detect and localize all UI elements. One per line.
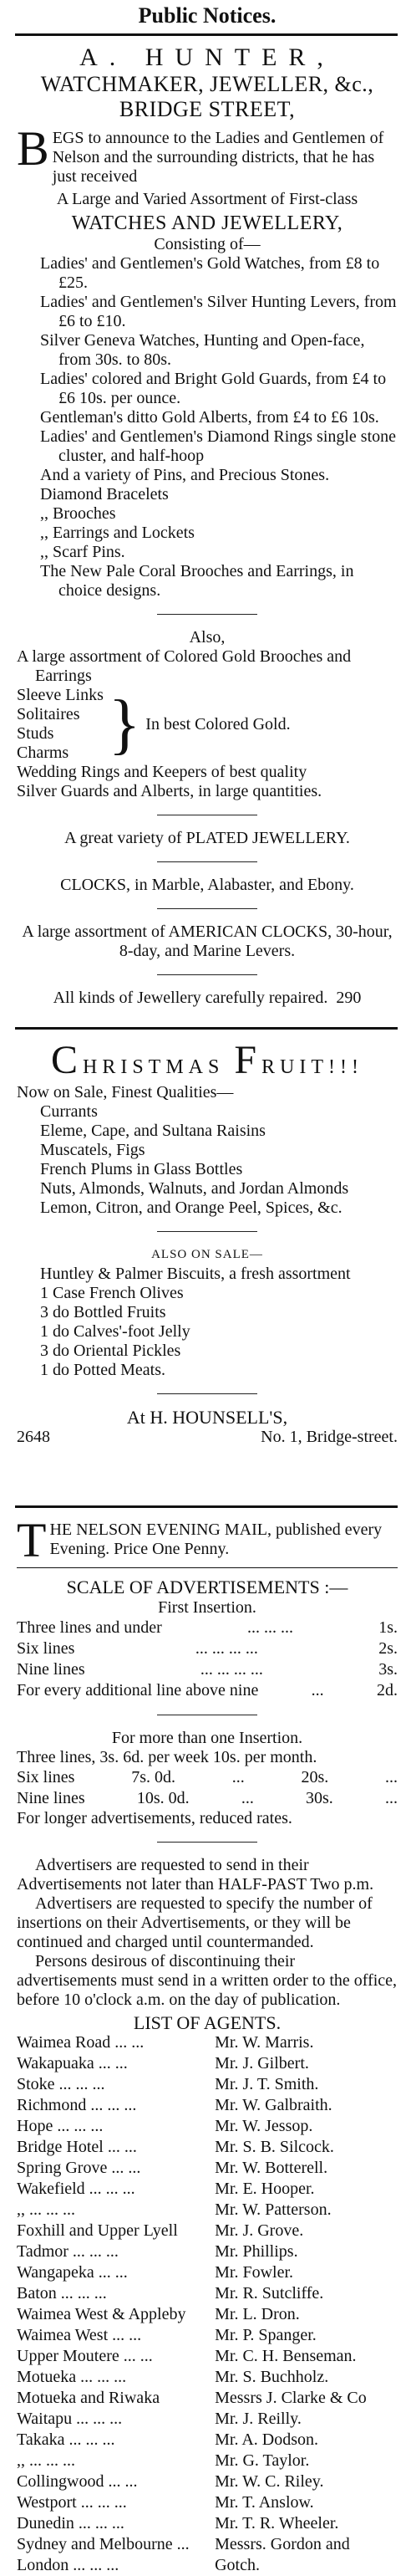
- list-item: Nuts, Almonds, Walnuts, and Jordan Almonds: [40, 1179, 349, 1198]
- agents-title: LIST OF AGENTS.: [133, 2012, 282, 2033]
- repair-text: All kinds of Jewellery carefully repaired.: [53, 989, 328, 1007]
- rate-month: 20s.: [301, 1768, 329, 1786]
- agent-place: Hope ... ... ...: [17, 2117, 104, 2135]
- list-item: Huntley & Palmer Biscuits, a fresh assortment: [40, 1265, 351, 1283]
- hunter-intro-text: EGS to announce to the Ladies and Gentlemen of Nelson and the surrounding districts, that he has just received: [52, 129, 384, 186]
- table-row: [17, 2032, 398, 2053]
- table-row: [17, 2555, 398, 2576]
- divider: [157, 1393, 257, 1394]
- rate-price: 3s.: [378, 1660, 398, 1679]
- agent-place: Waimea West & Appleby: [17, 2305, 186, 2323]
- dropcap-b: B: [17, 121, 49, 176]
- rate-dots: ... ... ... ...: [200, 1660, 263, 1679]
- section-rule: [15, 1505, 398, 1508]
- rate-dots: ...: [231, 1768, 245, 1786]
- list-item: Ladies' colored and Bright Gold Guards, from £4 to £6 10s. per ounce.: [40, 370, 387, 407]
- agent-name: Mr. C. H. Benseman.: [215, 2347, 357, 2365]
- brace-group: [17, 686, 398, 763]
- rate-dots: ...: [241, 1789, 254, 1807]
- table-row: [17, 2179, 398, 2200]
- note: Advertisers are requested to specify the number of insertions on their Advertisements, or they will be continued and charged until countermanded.: [17, 1894, 373, 1951]
- table-row: [17, 2304, 398, 2325]
- scale-heading: SCALE OF ADVERTISEMENTS :—: [66, 1577, 348, 1597]
- first-insertion: First Insertion.: [158, 1598, 256, 1617]
- agent-name: Mr. W. Patterson.: [215, 2200, 332, 2219]
- table-row: [17, 2346, 398, 2367]
- rate-dots: ...: [311, 1681, 324, 1699]
- table-row: [17, 2451, 398, 2471]
- list-item: 3 do Bottled Fruits: [40, 1303, 166, 1321]
- agent-name: Mr. R. Sutcliffe.: [215, 2284, 324, 2303]
- hunter-intro: [17, 121, 398, 187]
- agent-name: Mr. T. R. Wheeler.: [215, 2514, 339, 2533]
- agent-place: ,, ... ... ...: [17, 2451, 75, 2470]
- list-item: 1 do Calves'-foot Jelly: [40, 1322, 190, 1341]
- table-row: [17, 2074, 398, 2095]
- list-item: Sleeve Links: [17, 686, 104, 704]
- agent-name: Mr. J. Reilly.: [215, 2410, 302, 2428]
- hunter-name: A. HUNTER,: [79, 43, 335, 71]
- agent-name: Mr. E. Hooper.: [215, 2180, 315, 2198]
- consisting: Consisting of—: [154, 235, 261, 253]
- dropcap-c: C: [50, 1038, 83, 1082]
- title-end: RUIT!!!: [261, 1056, 364, 1078]
- table-row: [17, 2430, 398, 2451]
- table-row: [17, 2158, 398, 2179]
- brace-items: [17, 686, 104, 763]
- agent-place: Westport ... ... ...: [17, 2493, 127, 2512]
- table-row: [17, 1767, 398, 1788]
- agent-place: Baton ... ... ...: [17, 2284, 107, 2303]
- agent-place: Collingwood ... ...: [17, 2472, 138, 2491]
- list-item: Gentleman's ditto Gold Alberts, from £4 to £6 10s.: [40, 408, 379, 427]
- table-row: [17, 1680, 398, 1701]
- watches-heading: WATCHES AND JEWELLERY,: [71, 212, 343, 234]
- agent-place: Spring Grove ... ...: [17, 2159, 141, 2177]
- agent-name: Mr. A. Dodson.: [215, 2430, 319, 2449]
- note: Advertisers are requested to send in their Advertisements not later than HALF-PAST Two p.m.: [17, 1856, 374, 1894]
- list-item: Solitaires: [17, 705, 80, 723]
- hunter-assort: A Large and Varied Assortment of First-class: [56, 190, 358, 208]
- repair-line: [17, 989, 398, 1008]
- seller-address: No. 1, Bridge-street.: [261, 1428, 398, 1446]
- brace-label: In best Colored Gold.: [145, 714, 291, 733]
- colored-gold: A large assortment of Colored Gold Brooches and Earrings: [17, 647, 352, 685]
- agent-name: Mr. W. Galbraith.: [215, 2096, 332, 2114]
- agent-place: London ... ... ...: [17, 2556, 119, 2574]
- agents-list: [17, 2032, 398, 2576]
- plated-jewellery: A great variety of PLATED JEWELLERY.: [64, 829, 350, 847]
- hunter-trade: WATCHMAKER, JEWELLER, &c.,: [40, 72, 374, 96]
- american-clocks: A large assortment of AMERICAN CLOCKS, 30-hour, 8-day, and Marine Levers.: [22, 923, 393, 960]
- rate-price: 2s.: [378, 1639, 398, 1658]
- agent-place: Upper Moutere ... ...: [17, 2347, 153, 2365]
- dropcap-f: F: [234, 1038, 262, 1082]
- rate-label: For every additional line above nine: [17, 1681, 259, 1699]
- rate-label: Three lines and under: [17, 1618, 162, 1637]
- agent-place: Sydney and Melbourne ...: [17, 2535, 190, 2553]
- agent-name: Mr. S. Buchholz.: [215, 2368, 329, 2386]
- table-row: [17, 2471, 398, 2492]
- table-row: [17, 2325, 398, 2346]
- rate-label: Six lines: [17, 1639, 75, 1658]
- rate-price: 1s.: [378, 1618, 398, 1637]
- agent-name: Mr. W. C. Riley.: [215, 2472, 324, 2491]
- rates-table: [17, 1618, 398, 1701]
- section-rule: [15, 1027, 398, 1030]
- table-row: [17, 2262, 398, 2283]
- wedding-rings: Wedding Rings and Keepers of best quality: [17, 763, 307, 781]
- table-row: [17, 2200, 398, 2221]
- rate-price: 2d.: [376, 1681, 398, 1699]
- agent-name: Mr. W. Botterell.: [215, 2159, 328, 2177]
- clocks: CLOCKS, in Marble, Alabaster, and Ebony.: [60, 876, 354, 894]
- table-row: [17, 2409, 398, 2430]
- agent-place: Dunedin ... ... ...: [17, 2514, 124, 2533]
- list-item: Ladies' and Gentlemen's Silver Hunting Levers, from £6 to £10.: [40, 293, 397, 330]
- table-row: [17, 2095, 398, 2116]
- list-item: Ladies' and Gentlemen's Diamond Rings single stone cluster, and half-hoop: [40, 427, 397, 465]
- agent-place: ,, ... ... ...: [17, 2200, 75, 2219]
- rate-week: 7s. 0d.: [131, 1768, 175, 1786]
- agent-place: Motueka ... ... ...: [17, 2368, 127, 2386]
- agent-name: Mr. J. Gilbert.: [215, 2054, 309, 2073]
- table-row: [17, 1618, 398, 1638]
- agent-place: Wakefield ... ... ...: [17, 2180, 135, 2198]
- rate-dots: ...: [385, 1789, 398, 1807]
- rate-dots: ... ... ... ...: [195, 1639, 258, 1658]
- page-header: [17, 3, 398, 28]
- divider: [157, 1231, 257, 1232]
- more-insertion: For more than one Insertion.: [111, 1729, 303, 1747]
- list-item: 1 do Potted Meats.: [40, 1361, 165, 1379]
- hunter-street: BRIDGE STREET,: [119, 97, 296, 121]
- list-item: Lemon, Citron, and Orange Peel, Spices, &c.: [40, 1199, 342, 1217]
- divider: [157, 614, 257, 615]
- agent-name: Mr. S. B. Silcock.: [215, 2138, 334, 2156]
- mail-intro-text: HE NELSON EVENING MAIL, published every Evening. Price One Penny.: [49, 1521, 383, 1558]
- silver-guards: Silver Guards and Alberts, in large quantities.: [17, 782, 322, 800]
- list-item: Silver Geneva Watches, Hunting and Open-face, from 30s. to 80s.: [40, 331, 365, 369]
- agent-name: Mr. Phillips.: [215, 2242, 298, 2261]
- divider: [17, 1567, 398, 1568]
- agent-place: Waimea Road ... ...: [17, 2033, 145, 2052]
- list-item: Studs: [17, 724, 54, 743]
- table-row: [17, 2053, 398, 2074]
- table-row: [17, 2534, 398, 2555]
- hunter-advert: [17, 43, 398, 1008]
- agent-name: Mr. G. Taylor.: [215, 2451, 310, 2470]
- list-item: Ladies' and Gentlemen's Gold Watches, from £8 to £25.: [40, 254, 380, 292]
- evening-mail-notice: [17, 1513, 398, 2576]
- agent-place: Waitapu ... ... ...: [17, 2410, 123, 2428]
- agent-place: Richmond ... ... ...: [17, 2096, 137, 2114]
- agent-place: Stoke ... ... ...: [17, 2075, 105, 2093]
- divider: [157, 908, 257, 909]
- table-row: [17, 2367, 398, 2388]
- agent-place: Waimea West ... ...: [17, 2326, 142, 2344]
- agent-name: Mr. Fowler.: [215, 2263, 294, 2282]
- mail-intro: [17, 1513, 398, 1567]
- three-lines-rate: Three lines, 3s. 6d. per week 10s. per month.: [17, 1748, 317, 1766]
- agent-name: Mr. L. Dron.: [215, 2305, 300, 2323]
- table-row: [17, 1788, 398, 1809]
- header-rule: [15, 33, 398, 36]
- advert-number: 290: [336, 989, 362, 1007]
- list-item: 1 Case French Olives: [40, 1284, 184, 1302]
- divider: [157, 974, 257, 975]
- note: Persons desirous of discontinuing their advertisements must send in a written order to the office, before 10 o'clock a.m. on the day of publication.: [17, 1952, 398, 2009]
- rate-dots: ... ... ...: [247, 1618, 294, 1637]
- agent-place: Foxhill and Upper Lyell: [17, 2221, 178, 2240]
- longer-ads: For longer advertisements, reduced rates.: [17, 1809, 292, 1827]
- list-item: ,, Brooches: [40, 504, 116, 523]
- table-row: [17, 2241, 398, 2262]
- agent-name: Messrs J. Clarke & Co: [215, 2389, 367, 2407]
- agent-name: Mr. P. Spanger.: [215, 2326, 317, 2344]
- divider: [157, 861, 257, 862]
- agent-name: Mr. T. Anslow.: [215, 2493, 314, 2512]
- christmas-advert: [17, 1037, 398, 1448]
- also-label: Also,: [189, 628, 226, 647]
- advert-number: 2648: [17, 1428, 50, 1446]
- brace-glyph: }: [108, 687, 141, 761]
- agent-name: Gotch.: [215, 2556, 260, 2574]
- agent-name: Messrs. Gordon and: [215, 2535, 350, 2553]
- agent-name: Mr. J. Grove.: [215, 2221, 304, 2240]
- hunter-items: [17, 254, 398, 601]
- table-row: [17, 2116, 398, 2137]
- table-row: [17, 2388, 398, 2409]
- table-row: [17, 1659, 398, 1680]
- rate-label: Nine lines: [17, 1789, 85, 1807]
- list-item: ,, Earrings and Lockets: [40, 524, 195, 542]
- rate-label: Six lines: [17, 1768, 75, 1786]
- list-item: 3 do Oriental Pickles: [40, 1342, 181, 1360]
- rate-label: Nine lines: [17, 1660, 85, 1679]
- rate-week: 10s. 0d.: [136, 1789, 190, 1807]
- seller: At H. HOUNSELL'S,: [126, 1407, 288, 1428]
- agent-place: Bridge Hotel ... ...: [17, 2138, 137, 2156]
- sale-items: [17, 1265, 398, 1380]
- table-row: [17, 2492, 398, 2513]
- list-item: Charms: [17, 744, 69, 762]
- agent-place: Wangapeka ... ...: [17, 2263, 128, 2282]
- table-row: [17, 2221, 398, 2241]
- agent-place: Takaka ... ... ...: [17, 2430, 115, 2449]
- list-item: Diamond Bracelets: [40, 485, 169, 503]
- list-item: ,, Scarf Pins.: [40, 543, 125, 561]
- seller-address-row: [17, 1427, 398, 1448]
- agent-name: Mr. W. Jessop.: [215, 2117, 313, 2135]
- christmas-items: [17, 1102, 398, 1218]
- rate-month: 30s.: [306, 1789, 333, 1807]
- table-row: [17, 2513, 398, 2534]
- table-row: [17, 2137, 398, 2158]
- christmas-intro: Now on Sale, Finest Qualities—: [17, 1083, 234, 1101]
- list-item: Currants: [40, 1102, 98, 1121]
- list-item: Muscatels, Figs: [40, 1141, 145, 1159]
- also-on-sale: ALSO ON SALE—: [151, 1248, 263, 1261]
- page-title: Public Notices.: [138, 3, 277, 28]
- table-row: [17, 1638, 398, 1659]
- rate-dots: ...: [384, 1768, 398, 1786]
- agent-name: Mr. J. T. Smith.: [215, 2075, 319, 2093]
- table-row: [17, 2283, 398, 2304]
- agent-place: Wakapuaka ... ...: [17, 2054, 128, 2073]
- agent-name: Mr. W. Marris.: [215, 2033, 314, 2052]
- dropcap-t: T: [17, 1513, 47, 1567]
- list-item: Eleme, Cape, and Sultana Raisins: [40, 1122, 266, 1140]
- agent-place: Motueka and Riwaka: [17, 2389, 160, 2407]
- list-item: French Plums in Glass Bottles: [40, 1160, 243, 1178]
- christmas-title: [17, 1037, 398, 1083]
- title-mid: HRISTMAS: [82, 1056, 225, 1078]
- list-item: And a variety of Pins, and Precious Stones.: [40, 466, 330, 484]
- divider: [157, 1842, 257, 1843]
- list-item: The New Pale Coral Brooches and Earrings, in choice designs.: [40, 562, 354, 600]
- agent-place: Tadmor ... ... ...: [17, 2242, 119, 2261]
